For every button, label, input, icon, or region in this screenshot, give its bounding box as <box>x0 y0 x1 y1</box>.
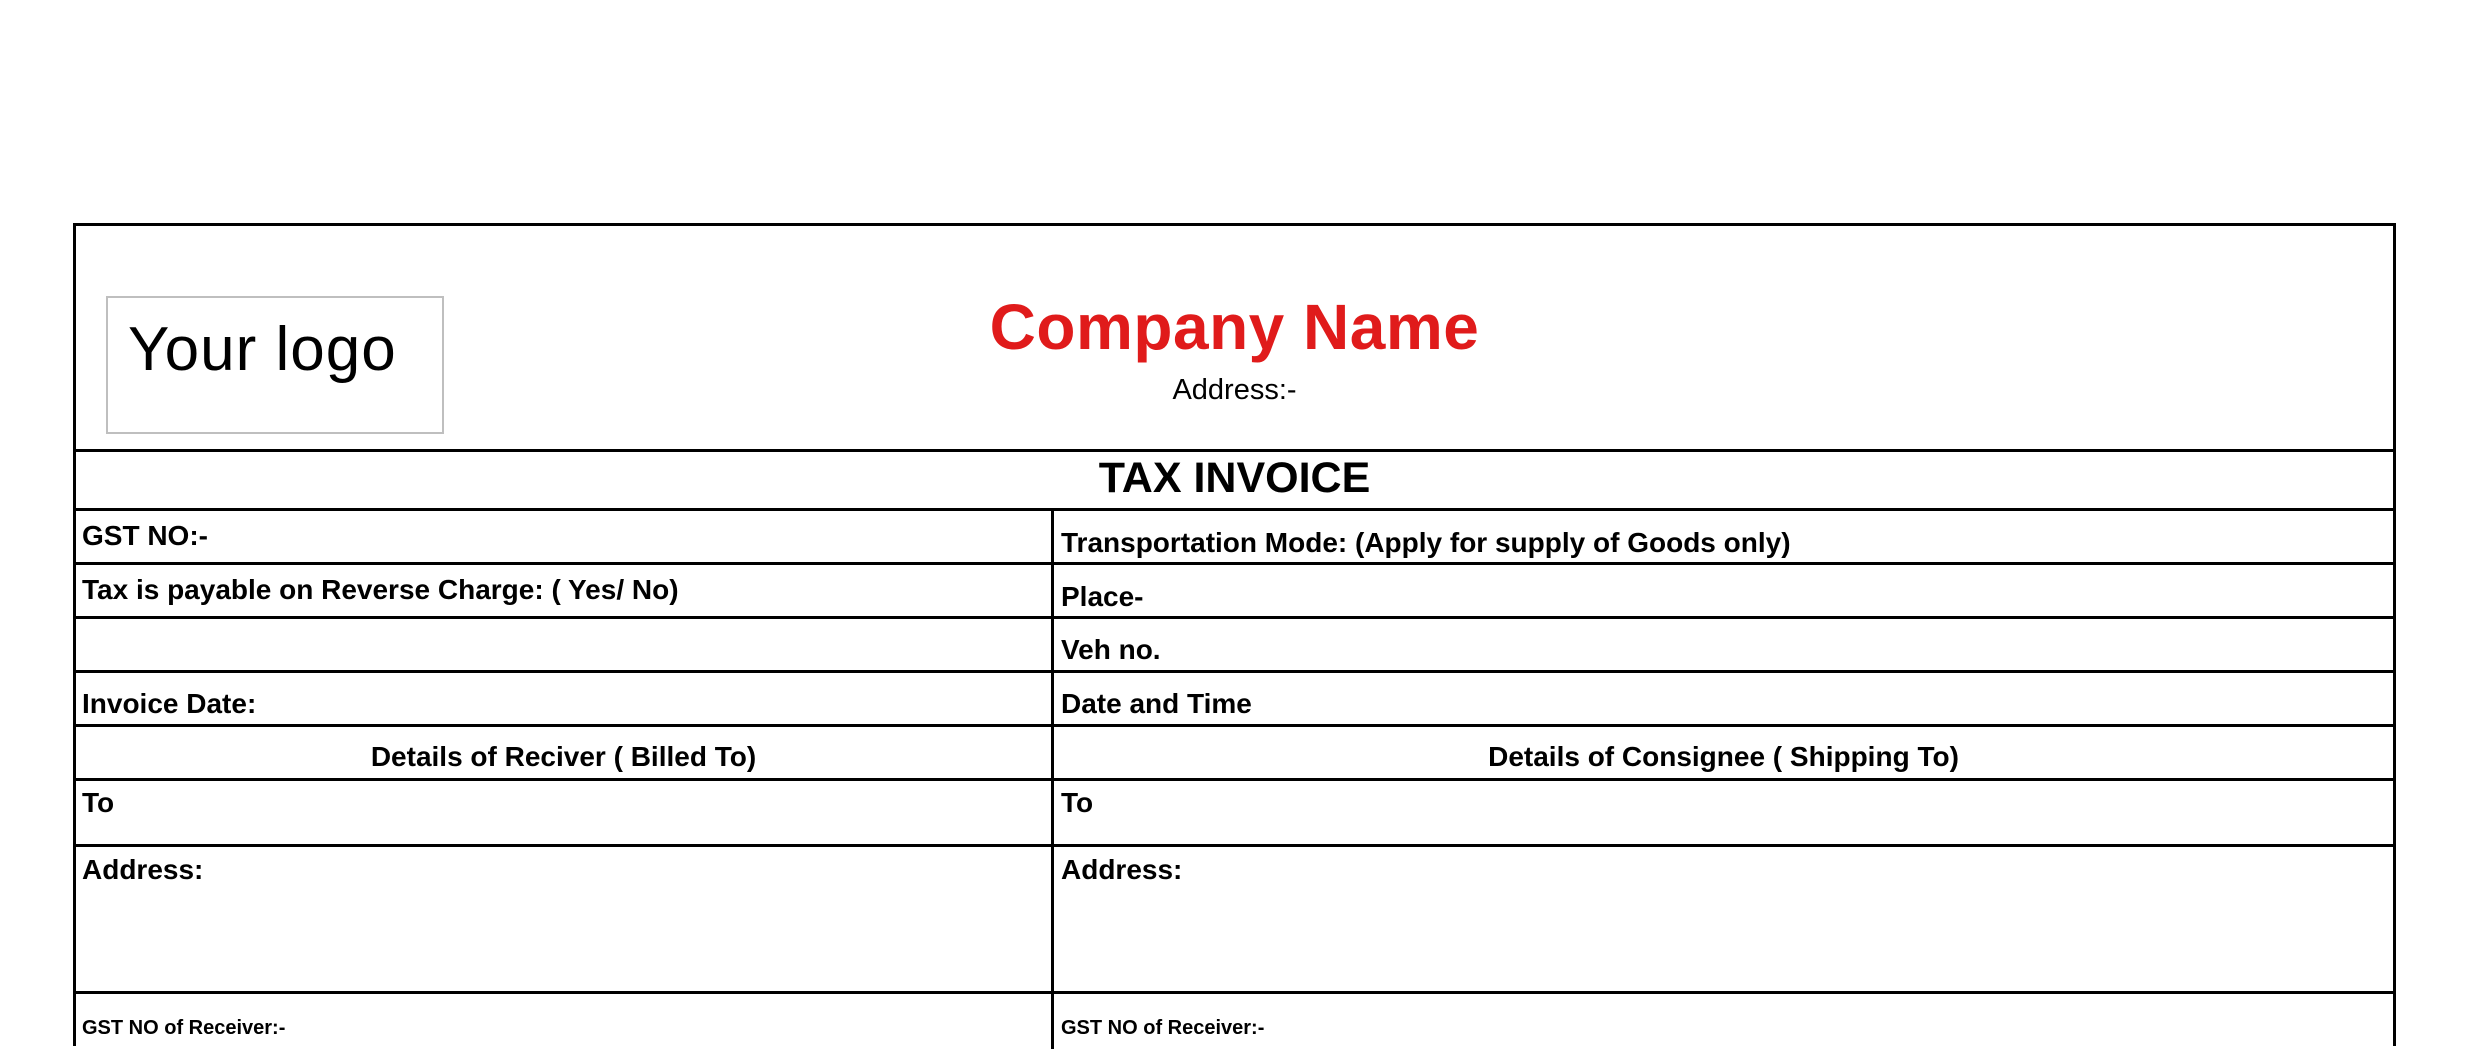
company-name: Company Name <box>989 291 1480 363</box>
receiver-gst-label: GST NO of Receiver:- <box>82 1017 286 1039</box>
consignee-address-label: Address: <box>1061 854 1183 885</box>
receiver-address-label: Address: <box>82 854 204 885</box>
consignee-heading: Details of Consignee ( Shipping To) <box>1488 741 1959 772</box>
invoice-title: TAX INVOICE <box>1098 454 1371 502</box>
divider <box>76 778 2393 781</box>
company-address: Address:- <box>1172 374 1297 406</box>
divider <box>76 616 2393 619</box>
date-time-label: Date and Time <box>1061 688 1252 719</box>
divider <box>76 844 2393 847</box>
logo-text: Your logo <box>128 315 397 384</box>
transport-mode-label: Transportation Mode: (Apply for supply of Goods only) <box>1061 527 1791 558</box>
divider <box>76 449 2393 452</box>
receiver-to-label: To <box>82 787 115 818</box>
invoice-date-label: Invoice Date: <box>82 688 257 719</box>
place-label: Place- <box>1061 581 1144 612</box>
divider <box>76 508 2393 511</box>
consignee-to-label: To <box>1061 787 1094 818</box>
divider <box>76 724 2393 727</box>
invoice-sheet <box>73 223 2396 1046</box>
gst-no-label: GST NO:- <box>82 520 208 551</box>
consignee-gst-label: GST NO of Receiver:- <box>1061 1017 1265 1039</box>
divider <box>76 562 2393 565</box>
divider <box>76 670 2393 673</box>
receiver-heading: Details of Reciver ( Billed To) <box>370 741 757 772</box>
column-divider <box>1051 508 1054 1049</box>
divider <box>76 991 2393 994</box>
vehicle-no-label: Veh no. <box>1061 634 1161 665</box>
reverse-charge-label: Tax is payable on Reverse Charge: ( Yes/ No) <box>82 574 679 605</box>
